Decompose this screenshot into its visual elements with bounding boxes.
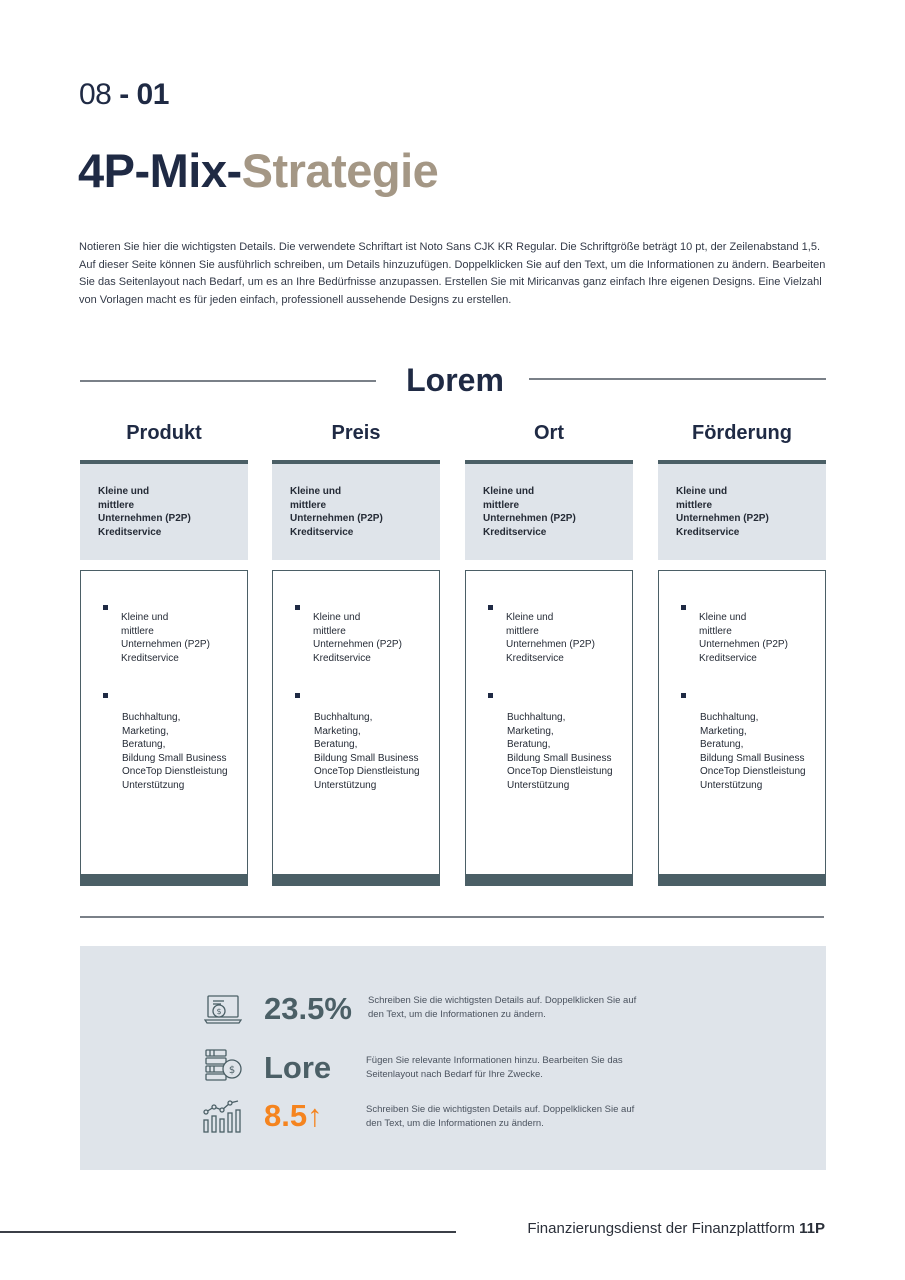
summary-line: Unternehmen (P2P) [483, 513, 576, 524]
divider-left [80, 380, 376, 382]
laptop-dollar-icon [204, 994, 242, 1026]
bullet-line: Unterstützung [122, 779, 185, 791]
bullet-line: Buchhaltung, [507, 712, 566, 723]
divider-bottom [80, 916, 824, 918]
column-title: Ort [534, 422, 564, 444]
bullet-line: OnceTop Dienstleistung [507, 766, 613, 777]
bullet-line: Kleine und [313, 612, 361, 623]
growth-chart-icon [202, 1098, 244, 1134]
column-title: Produkt [126, 422, 202, 444]
intro-paragraph: Notieren Sie hier die wichtigsten Details. Die verwendete Schriftart ist Noto Sans CJK KR Regular. Die Schriftgröße beträgt 10 pt, der Zeilenabstand 1,5. Auf dieser Seite können Sie ausführlich schreiben, um Details hinzuzufügen. Doppelklicken Sie auf den Text, um die Informationen zu ändern. Bearbeiten Sie das Seitenlayout nach Bedarf, um es an Ihre Bedürfnisse anzupassen. Erstellen Sie mit Miricanvas ganz einfach Ihre eigenen Designs. Eine Vielzahl von Vorlagen macht es für jeden einfach, professionell aussehende Designs zu erstellen. [79, 241, 826, 306]
bullet-text [313, 611, 402, 665]
bullet-line: Unternehmen (P2P) [121, 639, 210, 650]
summary-line: mittlere [98, 499, 135, 511]
bullet-line: Unternehmen (P2P) [506, 639, 595, 650]
summary-line: Kreditservice [483, 526, 547, 538]
bullet-line: Kreditservice [506, 652, 564, 664]
summary-line: Kreditservice [98, 526, 162, 538]
bullet-line: Kreditservice [699, 652, 757, 664]
bullet-line: Kreditservice [313, 652, 371, 664]
bullet-line: mittlere [506, 625, 539, 637]
bullet-line: Marketing, [314, 725, 361, 737]
bullet-line: Beratung, [314, 739, 358, 750]
bullet-line: Unternehmen (P2P) [313, 639, 402, 650]
stat-desc-2: Fügen Sie relevante Informationen hinzu. Bearbeiten Sie das Seitenlayout nach Bedarf für Ihre Zwecke. [366, 1055, 623, 1080]
bullet-line: Beratung, [700, 739, 744, 750]
bullet-line: Beratung, [507, 739, 551, 750]
bullet-line: Marketing, [507, 725, 554, 737]
bullet-text [122, 711, 228, 792]
column-title: Förderung [692, 422, 792, 444]
bullet-marker [681, 605, 686, 610]
summary-line: Kleine und [676, 486, 728, 497]
page-title [78, 143, 438, 198]
bullet-line: mittlere [121, 625, 154, 637]
section-separator: - [111, 78, 137, 111]
bullet-marker [103, 693, 108, 698]
summary-line: Kleine und [290, 486, 342, 497]
bullet-line: Unterstützung [507, 779, 570, 791]
bullet-text [314, 711, 420, 792]
bullet-marker [681, 693, 686, 698]
stat-desc-3: Schreiben Sie die wichtigsten Details auf. Doppelklicken Sie auf den Text, um die Informationen zu ändern. [366, 1104, 635, 1129]
section-heading: Lorem [406, 362, 504, 398]
bullet-line: Unternehmen (P2P) [699, 639, 788, 650]
bullet-marker [295, 693, 300, 698]
bullet-line: OnceTop Dienstleistung [314, 766, 420, 777]
title-part-1: 4P-Mix- [78, 144, 242, 197]
bullet-line: Buchhaltung, [700, 712, 759, 723]
coins-stack-icon [204, 1047, 244, 1081]
bullet-line: Bildung Small Business [314, 752, 419, 764]
bullet-marker [488, 693, 493, 698]
bullet-marker [295, 605, 300, 610]
column-summary-box [465, 460, 633, 560]
bullet-text [507, 711, 613, 792]
section-main: 08 [79, 78, 112, 111]
summary-line: Unternehmen (P2P) [98, 513, 191, 524]
footer [527, 1220, 825, 1237]
summary-line: Kleine und [483, 486, 535, 497]
summary-line: Unternehmen (P2P) [676, 513, 769, 524]
bullet-line: Unterstützung [314, 779, 377, 791]
bullet-line: mittlere [699, 625, 732, 637]
column-summary-box [658, 460, 826, 560]
bullet-line: Buchhaltung, [122, 712, 181, 723]
svg-text:$: $ [228, 1065, 236, 1076]
bullet-line: Buchhaltung, [314, 712, 373, 723]
bullet-marker [488, 605, 493, 610]
card-footer-bar [465, 874, 633, 886]
card-footer-bar [658, 874, 826, 886]
bullet-line: Marketing, [122, 725, 169, 737]
card-footer-bar [80, 874, 248, 886]
footer-line [0, 1231, 456, 1233]
bullet-line: OnceTop Dienstleistung [122, 766, 228, 777]
column-title: Preis [331, 422, 381, 444]
stat-desc-1: Schreiben Sie die wichtigsten Details auf. Doppelklicken Sie auf den Text, um die Informationen zu ändern. [368, 995, 637, 1020]
bullet-line: mittlere [313, 625, 346, 637]
bullet-line: Kleine und [121, 612, 169, 623]
page-number: 11P [799, 1220, 825, 1237]
summary-line: mittlere [676, 499, 713, 511]
bullet-line: Bildung Small Business [122, 752, 227, 764]
bullet-line: Kleine und [699, 612, 747, 623]
bullet-line: Kreditservice [121, 652, 179, 664]
summary-line: Kleine und [98, 486, 150, 497]
bullet-line: Unterstützung [700, 779, 763, 791]
column-summary-box [80, 460, 248, 560]
bullet-line: Bildung Small Business [700, 752, 805, 764]
stat-value-1: 23.5% [264, 991, 352, 1026]
stat-value-2: Lore [264, 1050, 332, 1085]
summary-line: mittlere [483, 499, 520, 511]
bullet-line: Bildung Small Business [507, 752, 612, 764]
summary-line: Kreditservice [290, 526, 354, 538]
bullet-line: Beratung, [122, 739, 166, 750]
summary-line: Kreditservice [676, 526, 740, 538]
section-number [79, 78, 169, 112]
stat-value-3: 8.5↑ [264, 1098, 323, 1133]
bullet-marker [103, 605, 108, 610]
svg-text:$: $ [216, 1007, 222, 1016]
summary-line: mittlere [290, 499, 327, 511]
footer-label: Finanzierungsdienst der Finanzplattform [527, 1220, 800, 1237]
bullet-text [699, 611, 788, 665]
title-part-2: Strategie [241, 144, 439, 197]
column-summary-box [272, 460, 440, 560]
summary-line: Unternehmen (P2P) [290, 513, 383, 524]
card-footer-bar [272, 874, 440, 886]
bullet-text [700, 711, 806, 792]
divider-right [529, 378, 826, 380]
section-sub: 01 [136, 78, 169, 111]
bullet-line: Marketing, [700, 725, 747, 737]
bullet-text [506, 611, 595, 665]
bullet-text [121, 611, 210, 665]
bullet-line: OnceTop Dienstleistung [700, 766, 806, 777]
bullet-line: Kleine und [506, 612, 554, 623]
stats-panel [80, 946, 826, 1170]
